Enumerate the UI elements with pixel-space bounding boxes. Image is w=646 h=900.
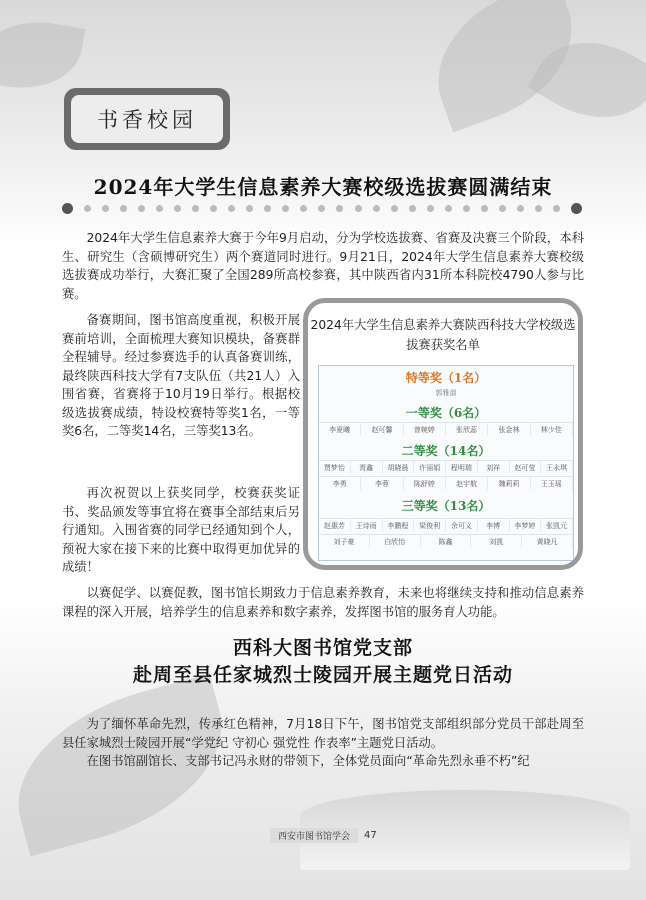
award-row [319,460,573,474]
tier-third: 三等奖（13名） [401,499,491,513]
winner-name: 曾婉婷 [404,423,446,436]
winner-name: 梁俊利 [414,519,446,532]
winner-name: 赵可莹 [510,461,542,474]
divider-dot [336,205,343,212]
article-paragraph: 再次祝贺以上获奖同学，校赛获奖证书、奖品颁发等事宜将在赛事全部结束后另行通知。入围省赛的同学已经通知到个人，预祝大家在接下来的比赛中取得更加优异的成绩！ [62,486,300,574]
winner-name: 黄晓凡 [522,535,573,548]
divider-dot [571,203,582,214]
winner-name: 胡晓晨 [383,461,415,474]
winner-name: 刘凯 [471,535,522,548]
winner-name: 李蓉 [361,477,403,490]
article-paragraph: 备赛期间，图书馆高度重视，积极开展赛前培训，全面梳理大赛知识模块，备赛群全程辅导。经过参赛选手的认真备赛训练，最终陕西科技大学有7支队伍（共21人）入围省赛，省赛将于10月19日举行。根据校级选拔赛成绩，特设校赛特等奖1名，一等奖6名，二等奖14名，三等奖13名。 [62,313,300,438]
winner-name: 张欣蕊 [446,423,488,436]
divider-dot [445,205,452,212]
winner-name: 程明瑞 [446,461,478,474]
winner-name: 赵可馨 [361,423,403,436]
divider-dot [62,203,73,214]
divider-dot [553,205,560,212]
divider-dot [409,205,416,212]
winner-name: 赵宇航 [446,477,488,490]
divider-dot [463,205,470,212]
divider-dot [373,205,380,212]
winner-name: 贾梦怡 [319,461,351,474]
winner-name: 许丽娟 [414,461,446,474]
divider-dot [228,205,235,212]
winner-name: 李梦婷 [510,519,542,532]
winner-name: 王玉瑶 [531,477,573,490]
divider-dot [300,205,307,212]
article-paragraph: 2024年大学生信息素养大赛于今年9月启动，分为学校选拔赛、省赛及决赛三个阶段，本科生、研究生（含硕博研究生）两个赛道同时进行。9月21日，2024年大学生信息素养大赛校级选拔赛成功举行，大赛汇聚了全国289所高校参赛，其中陕西省内31所本科院校4790人参与比赛。 [62,231,584,301]
divider-dot [264,205,271,212]
winner-name: 余可义 [446,519,478,532]
winner-name: 李夏曦 [319,423,361,436]
article-paragraph: 在图书馆副馆长、支部书记冯永财的带领下，全体党员面向“革命先烈永垂不朽”纪 [86,754,530,768]
article-subtitle: 赴周至县任家城烈士陵园开展主题党日活动 [132,664,513,686]
tier-special: 特等奖（1名） [405,371,487,385]
award-list-card [303,298,583,570]
award-row [319,518,573,532]
divider-dot [138,205,145,212]
divider-dot [318,205,325,212]
divider-dot [174,205,181,212]
winner-name: 李勇 [319,477,361,490]
divider-dot [535,205,542,212]
winner-name: 陈舒婷 [404,477,446,490]
winner-name: 刘祥 [478,461,510,474]
article-body [62,715,584,771]
article-title: 西科大图书馆党支部 [232,637,413,659]
winner-name: 张凯元 [541,519,573,532]
award-list-title: 2024年大学生信息素养大赛陕西科技大学校级选拔赛获奖名单 [310,318,576,352]
winner-name: 李博 [478,519,510,532]
award-row [319,534,573,548]
divider-dot [102,205,109,212]
footer-org: 西安市图书馆学会 [270,828,358,843]
divider-dot [499,205,506,212]
winner-name: 胥鑫 [351,461,383,474]
article-paragraph: 为了缅怀革命先烈，传承红色精神，7月18日下午，图书馆党支部组织部分党员干部赴周至县任家城烈士陵园开展“学党纪 守初心 强党性 作表率”主题党日活动。 [62,717,584,750]
award-list-image [318,365,574,561]
divider-dot [391,205,398,212]
winner-name: 王永琪 [541,461,573,474]
divider-dot [481,205,488,212]
divider-dot [427,205,434,212]
award-row [319,422,573,436]
winner-name: 赵惠芳 [319,519,351,532]
divider-dot [84,205,91,212]
winner-name: 魏莉莉 [488,477,530,490]
winner-name: 张金林 [488,423,530,436]
tier-first: 一等奖（6名） [405,406,487,420]
article-paragraph: 以赛促学、以赛促教，图书馆长期致力于信息素养教育，未来也将继续支持和推动信息素养课程的深入开展，培养学生的信息素养和数字素养，发挥图书馆的服务育人功能。 [62,586,584,619]
article-title: 2024年大学生信息素养大赛校级选拔赛圆满结束 [93,175,553,199]
award-row [319,476,573,490]
divider-dot [120,205,127,212]
page-number: 47 [364,829,377,841]
divider-dot [192,205,199,212]
section-tag-label: 书香校园 [71,95,223,143]
divider-dot [156,205,163,212]
winner-name: 李鹏程 [383,519,415,532]
winner-name: 白欣怡 [370,535,421,548]
winner-name: 刘子豪 [319,535,370,548]
title-divider [62,201,582,215]
divider-dot [355,205,362,212]
section-tag [64,88,230,150]
page-footer [270,827,377,843]
divider-dot [210,205,217,212]
divider-dot [282,205,289,212]
winner-name: 陈鑫 [421,535,472,548]
divider-dot [517,205,524,212]
winner-name: 林少佳 [531,423,573,436]
divider-dot [246,205,253,212]
tier-second: 二等奖（14名） [401,444,491,458]
special-winner: 郭雅淑 [435,389,457,397]
winner-name: 王诗雨 [351,519,383,532]
